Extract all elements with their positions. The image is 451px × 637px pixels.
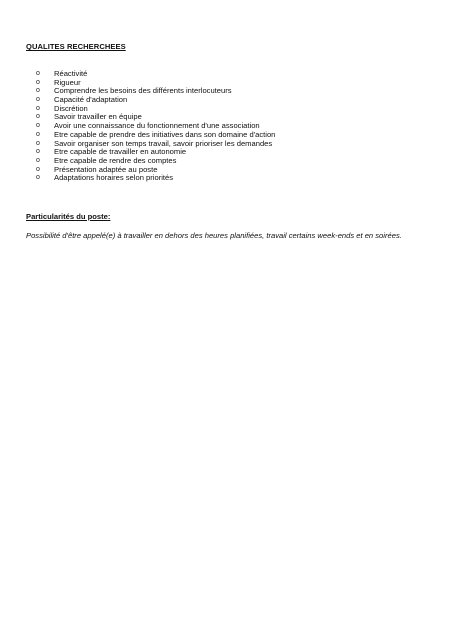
bullet-icon: o bbox=[36, 165, 40, 173]
list-item-label: Réactivité bbox=[54, 69, 88, 78]
list-item-label: Etre capable de travailler en autonomie bbox=[54, 147, 187, 157]
bullet-icon: o bbox=[36, 78, 40, 86]
bullet-icon: o bbox=[36, 113, 40, 121]
list-item-label: Présentation adaptée au poste bbox=[54, 164, 158, 174]
bullet-icon: o bbox=[36, 70, 40, 77]
list-item-label: Discrétion bbox=[54, 103, 88, 113]
list-item-label: Comprendre les besoins des différents interlocuteurs bbox=[54, 86, 232, 96]
list-item-label: Adaptations horaires selon priorités bbox=[54, 173, 174, 183]
list-item-label: Rigueur bbox=[54, 77, 81, 87]
bullet-icon: o bbox=[36, 139, 40, 147]
bullet-icon: o bbox=[36, 148, 40, 156]
list-item bbox=[36, 174, 275, 183]
list-item-label: Savoir travailler en équipe bbox=[54, 112, 142, 122]
qualities-list bbox=[36, 70, 275, 183]
section-heading-qualities: QUALITES RECHERCHEES bbox=[26, 42, 126, 51]
list-item-label: Savoir organiser son temps travail, savoir prioriser les demandes bbox=[54, 138, 273, 148]
particularities-paragraph: Possibilité d'être appelé(e) à travailler en dehors des heures planifiées, travail certains week-ends et en soirées. bbox=[26, 231, 402, 240]
list-item-label: Avoir une connaissance du fonctionnement d'une association bbox=[54, 121, 260, 131]
bullet-icon: o bbox=[36, 156, 40, 164]
list-item-label: Etre capable de prendre des initiatives dans son domaine d'action bbox=[54, 129, 276, 139]
bullet-icon: o bbox=[36, 96, 40, 104]
bullet-icon: o bbox=[36, 87, 40, 95]
bullet-icon: o bbox=[36, 122, 40, 130]
bullet-icon: o bbox=[36, 104, 40, 112]
list-item-label: Capacité d'adaptation bbox=[54, 95, 128, 105]
bullet-icon: o bbox=[36, 130, 40, 138]
list-item-label: Etre capable de rendre des comptes bbox=[54, 155, 177, 165]
bullet-icon: o bbox=[36, 174, 40, 182]
section-heading-particularities: Particularités du poste: bbox=[26, 212, 111, 221]
